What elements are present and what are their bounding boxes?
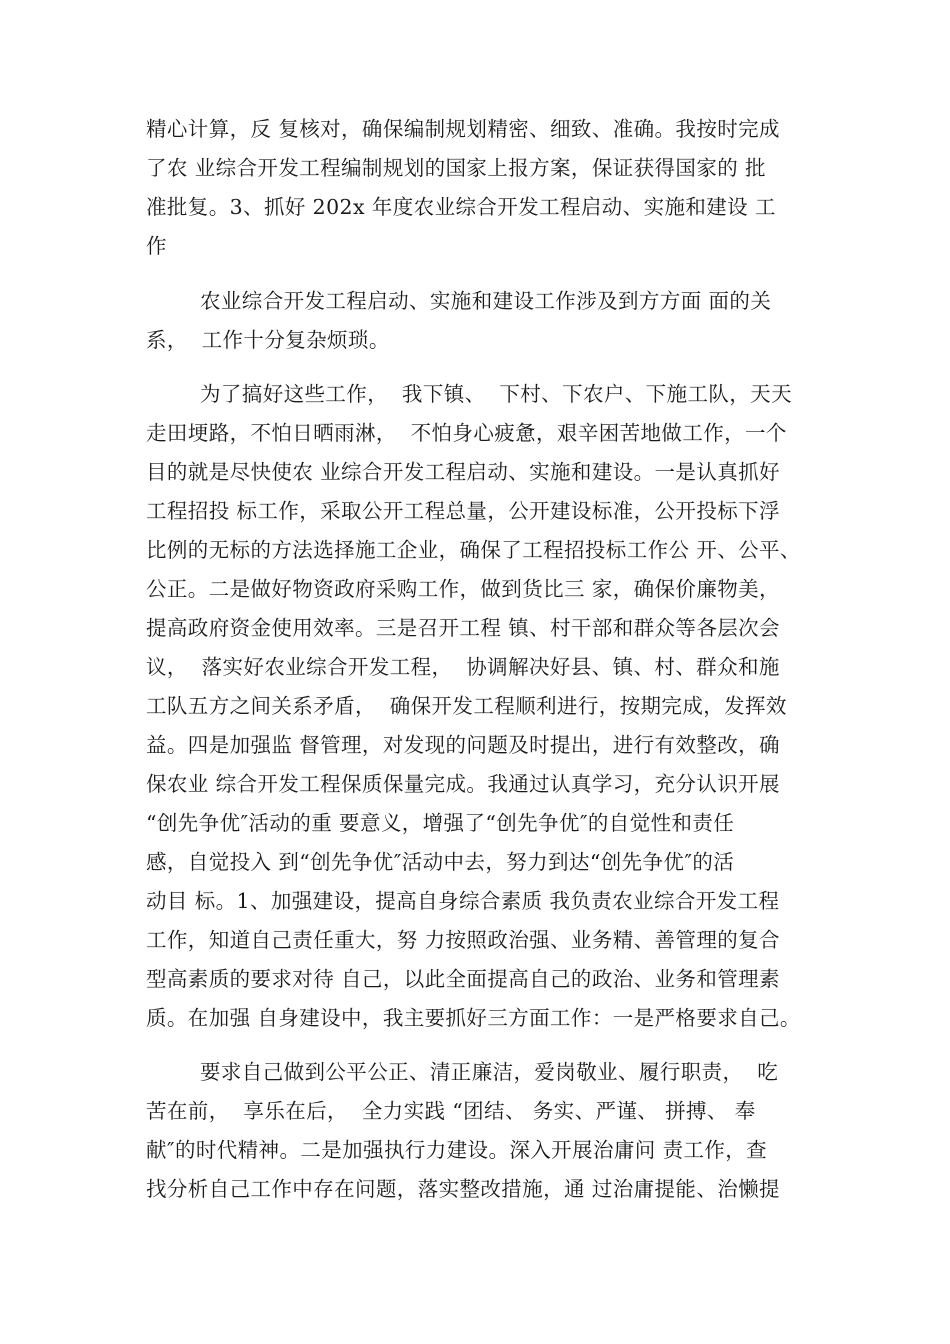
- text-line: 走田埂路，不怕日晒雨淋， 不怕身心疲惫，艰辛困苦地做工作，一个: [146, 421, 787, 445]
- text-line: 益。四是加强监 督管理，对发现的问题及时提出，进行有效整改，确: [146, 733, 780, 757]
- text-line: 质。在加强 自身建设中，我主要抓好三方面工作：一是严格要求自己。: [146, 1006, 801, 1030]
- text-line: 动目 标。1、加强建设，提高自身综合素质 我负责农业综合开发工程: [146, 889, 780, 913]
- text-line: 作: [146, 234, 167, 258]
- text-line: 感，自觉投入 到“创先争优″活动中去，努力到达“创先争优″的活: [146, 850, 735, 874]
- text-line: 系， 工作十分复杂烦琐。: [146, 328, 390, 352]
- text-line: 工队五方之间关系矛盾， 确保开发工程顺利进行，按期完成，发挥效: [146, 694, 787, 718]
- text-line: 了农 业综合开发工程编制规划的国家上报方案，保证获得国家的 批: [146, 156, 766, 180]
- text-line: 农业综合开发工程启动、实施和建设工作涉及到方方面 面的关: [200, 289, 772, 313]
- text-line: 保农业 综合开发工程保质保量完成。我通过认真学习，充分认识开展: [146, 772, 780, 796]
- text-line: 提高政府资金使用效率。三是召开工程 镇、村干部和群众等各层次会: [146, 616, 780, 640]
- text-line: 为了搞好这些工作， 我下镇、 下村、下农户、下施工队，天天: [200, 382, 792, 406]
- text-line: 公正。二是做好物资政府采购工作，做到货比三 家，确保价廉物美，: [146, 577, 780, 601]
- text-line: 苦在前， 享乐在后， 全力实践 “团结、 务实、严谨、 拼搏、 奉: [146, 1099, 756, 1123]
- text-line: 要求自己做到公平公正、清正廉洁，爱岗敬业、履行职责， 吃: [200, 1060, 779, 1084]
- text-line: 议， 落实好农业综合开发工程， 协调解决好县、镇、村、群众和施: [146, 655, 780, 679]
- text-line: 比例的无标的方法选择施工企业，确保了工程招投标工作公 开、公平、: [146, 538, 801, 562]
- text-line: 工作，知道自己责任重大，努 力按照政治强、业务精、善管理的复合: [146, 928, 780, 952]
- text-line: 工程招投 标工作，采取公开工程总量，公开建设标准，公开投标下浮: [146, 499, 780, 523]
- text-line: 型高素质的要求对待 自己，以此全面提高自己的政治、业务和管理素: [146, 967, 780, 991]
- text-line: 找分析自己工作中存在问题，落实整改措施，通 过治庸提能、治懒提: [146, 1177, 780, 1201]
- text-line: “创先争优″活动的重 要意义，增强了“创先争优″的自觉性和责任: [146, 811, 735, 835]
- text-line: 精心计算，反 复核对，确保编制规划精密、细致、准确。我按时完成: [146, 117, 780, 141]
- text-line: 目的就是尽快使农 业综合开发工程启动、实施和建设。一是认真抓好: [146, 460, 780, 484]
- text-line: 献″的时代精神。二是加强执行力建设。深入开展治庸问 责工作，查: [146, 1138, 768, 1162]
- text-line: 准批复。3、抓好 202x 年度农业综合开发工程启动、实施和建设 工: [146, 195, 776, 219]
